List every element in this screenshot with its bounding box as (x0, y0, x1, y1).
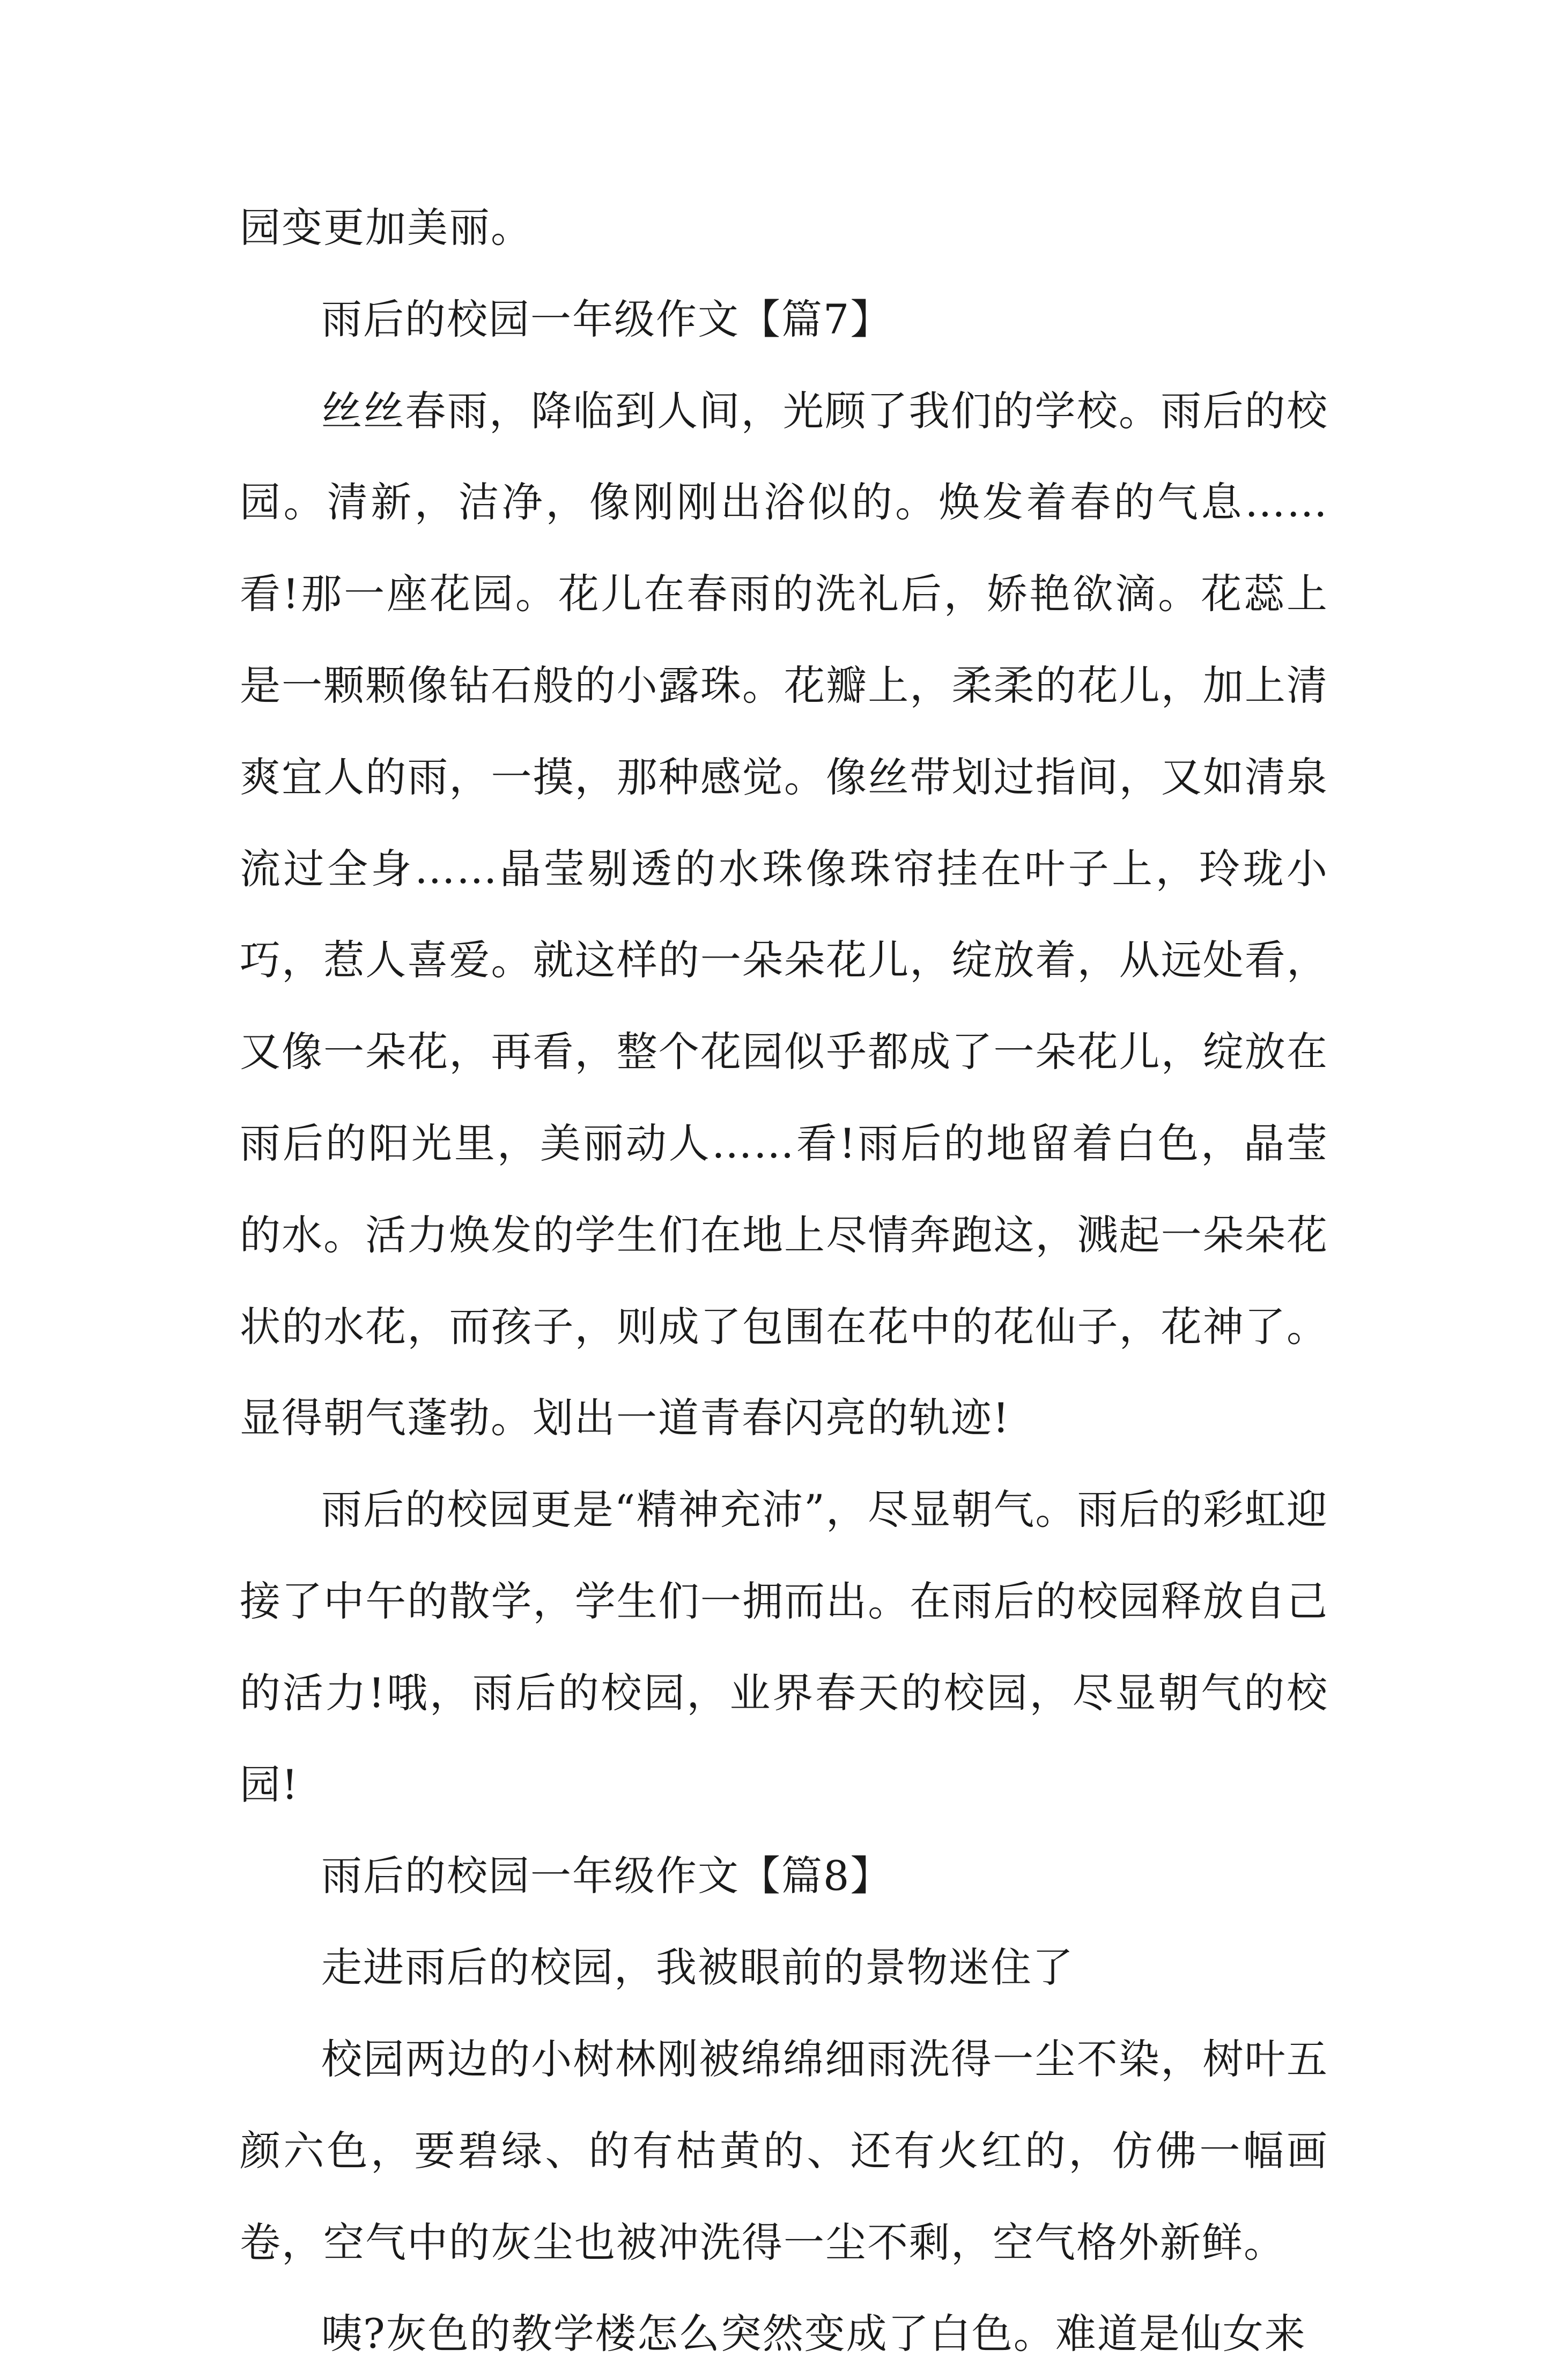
paragraph: 校园两边的小树林刚被绵绵细雨洗得一尘不染，树叶五颜六色，要碧绿、的有枯黄的、还有火红的，仿佛一幅画卷，空气中的灰尘也被冲洗得一尘不剩，空气格外新鲜。 (240, 2035, 1328, 2266)
section-heading-7: 雨后的校园一年级作文【篇7】 (321, 295, 892, 343)
section-heading-8: 雨后的校园一年级作文【篇8】 (321, 1852, 892, 1900)
paragraph: 咦?灰色的教学楼怎么突然变成了白色。难道是仙女来 (321, 2310, 1306, 2358)
paragraph: 走进雨后的校园，我被眼前的景物迷住了 (321, 1944, 1074, 1992)
paragraph: 丝丝春雨，降临到人间，光顾了我们的学校。雨后的校园。清新，洁净，像刚刚出浴似的。焕发着春的气息……看!那一座花园。花儿在春雨的洗礼后，娇艳欲滴。花蕊上是一颗颗像钻石般的小露珠。花瓣上，柔柔的花儿，加上清爽宜人的雨，一摸，那种感觉。像丝带划过指间，又如清泉流过全身……晶莹剔透的水珠像珠帘挂在叶子上，玲珑小巧，惹人喜爱。就这样的一朵朵花儿，绽放着，从远处看，又像一朵花，再看，整个花园似乎都成了一朵花儿，绽放在雨后的阳光里，美丽动人……看!雨后的地留着白色，晶莹的水。活力焕发的学生们在地上尽情奔跑这，溅起一朵朵花状的水花，而孩子，则成了包围在花中的花仙子，花神了。显得朝气蓬勃。划出一道青春闪亮的轨迹! (240, 387, 1328, 1442)
paragraph: 雨后的校园更是“精神充沛”，尽显朝气。雨后的彩虹迎接了中午的散学，学生们一拥而出。在雨后的校园释放自己的活力!哦，雨后的校园，业界春天的校园，尽显朝气的校园! (240, 1486, 1328, 1808)
paragraph: 园变更加美丽。 (240, 204, 533, 251)
essay-body (240, 182, 1328, 2380)
